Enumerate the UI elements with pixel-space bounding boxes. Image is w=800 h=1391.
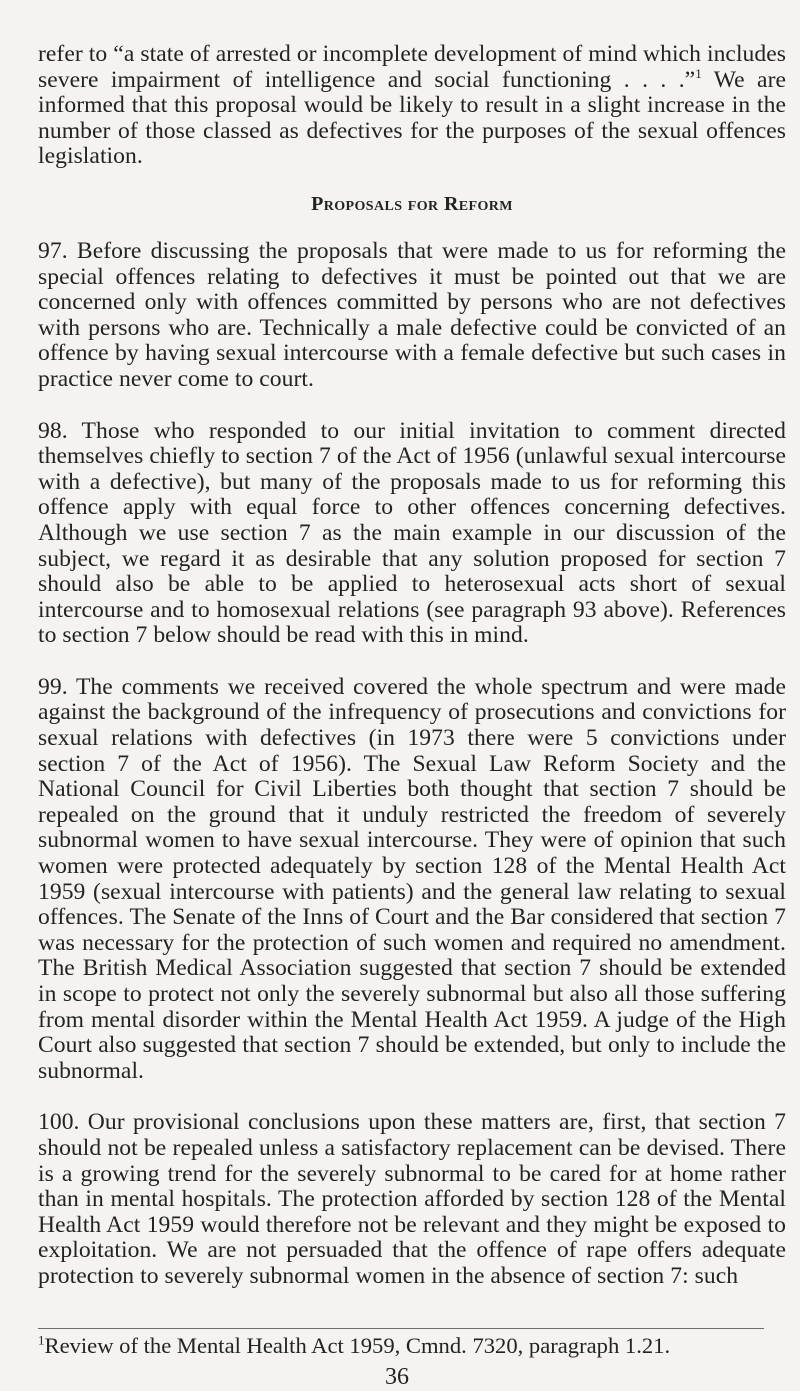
footnote-mark: 1 (38, 1332, 45, 1347)
paragraph-98: 98. Those who responded to our initial invitation to comment directed themselves chiefly to section 7 of the Act of 1956 (unlawful sexual intercourse with a defective), but many of the proposals made to us for reforming this offence apply with equal force to other offences concerning defectives. Although we use section 7 as the main example in our discussion of the subject, we regard it as desirable that any solution proposed for section 7 should also be able to be applied to heterosexual acts short of sexual intercourse and to homosexual relations (see paragraph 93 above). References to section 7 below should be read with this in mind. (38, 417, 786, 649)
opening-text: refer to “a state of arrested or incomplete development of mind which includes severe impairment of intelligence and social functioning . . . .” (38, 41, 786, 93)
opening-paragraph (38, 42, 786, 170)
opening-continuation: We are informed that this proposal would be likely to result in a slight increase in the number of those classed as defectives for the purposes of the sexual offences legislation. (38, 66, 786, 170)
paragraph-100: 100. Our provisional conclusions upon these matters are, first, that section 7 should not be repealed unless a satisfactory replacement can be devised. There is a growing trend for the severely subnormal to be cared for at home rather than in mental hospitals. The protection afforded by section 128 of the Mental Health Act 1959 would therefore not be relevant and they might be exposed to exploitation. We are not persuaded that the offence of rape offers adequate protection to severely subnormal women in the absence of section 7: such (38, 1109, 786, 1289)
section-heading: Proposals for Reform (311, 192, 513, 215)
footnote-reference: 1 (695, 65, 702, 81)
footnote-divider (38, 1328, 764, 1329)
footnote (38, 1333, 786, 1359)
paragraph-99: 99. The comments we received covered the whole spectrum and were made against the background of the infrequency of prosecutions and convictions for sexual relations with defectives (in 1973 there were 5 convictions under section 7 of the Act of 1956). The Sexual Law Reform Society and the National Council for Civil Liberties both thought that section 7 should be repealed on the ground that it unduly restricted the freedom of severely subnormal women to have sexual intercourse. They were of opinion that such women were protected adequately by section 128 of the Mental Health Act 1959 (sexual intercourse with patients) and the general law relating to sexual offences. The Senate of the Inns of Court and the Bar considered that section 7 was necessary for the protection of such women and required no amendment. The British Medical Association suggested that section 7 should be extended in scope to protect not only the severely subnormal but also all those suffering from mental disorder within the Mental Health Act 1959. A judge of the High Court also suggested that section 7 should be extended, but only to include the subnormal. (38, 673, 786, 1084)
footnote-text: Review of the Mental Health Act 1959, Cmnd. 7320, paragraph 1.21. (44, 1332, 671, 1358)
paragraph-97: 97. Before discussing the proposals that were made to us for reforming the special offences relating to defectives it must be pointed out that we are concerned only with offences committed by persons who are not defectives with persons who are. Technically a male defective could be convicted of an offence by having sexual intercourse with a female defective but such cases in practice never come to court. (38, 237, 786, 392)
page-number: 36 (385, 1363, 409, 1390)
